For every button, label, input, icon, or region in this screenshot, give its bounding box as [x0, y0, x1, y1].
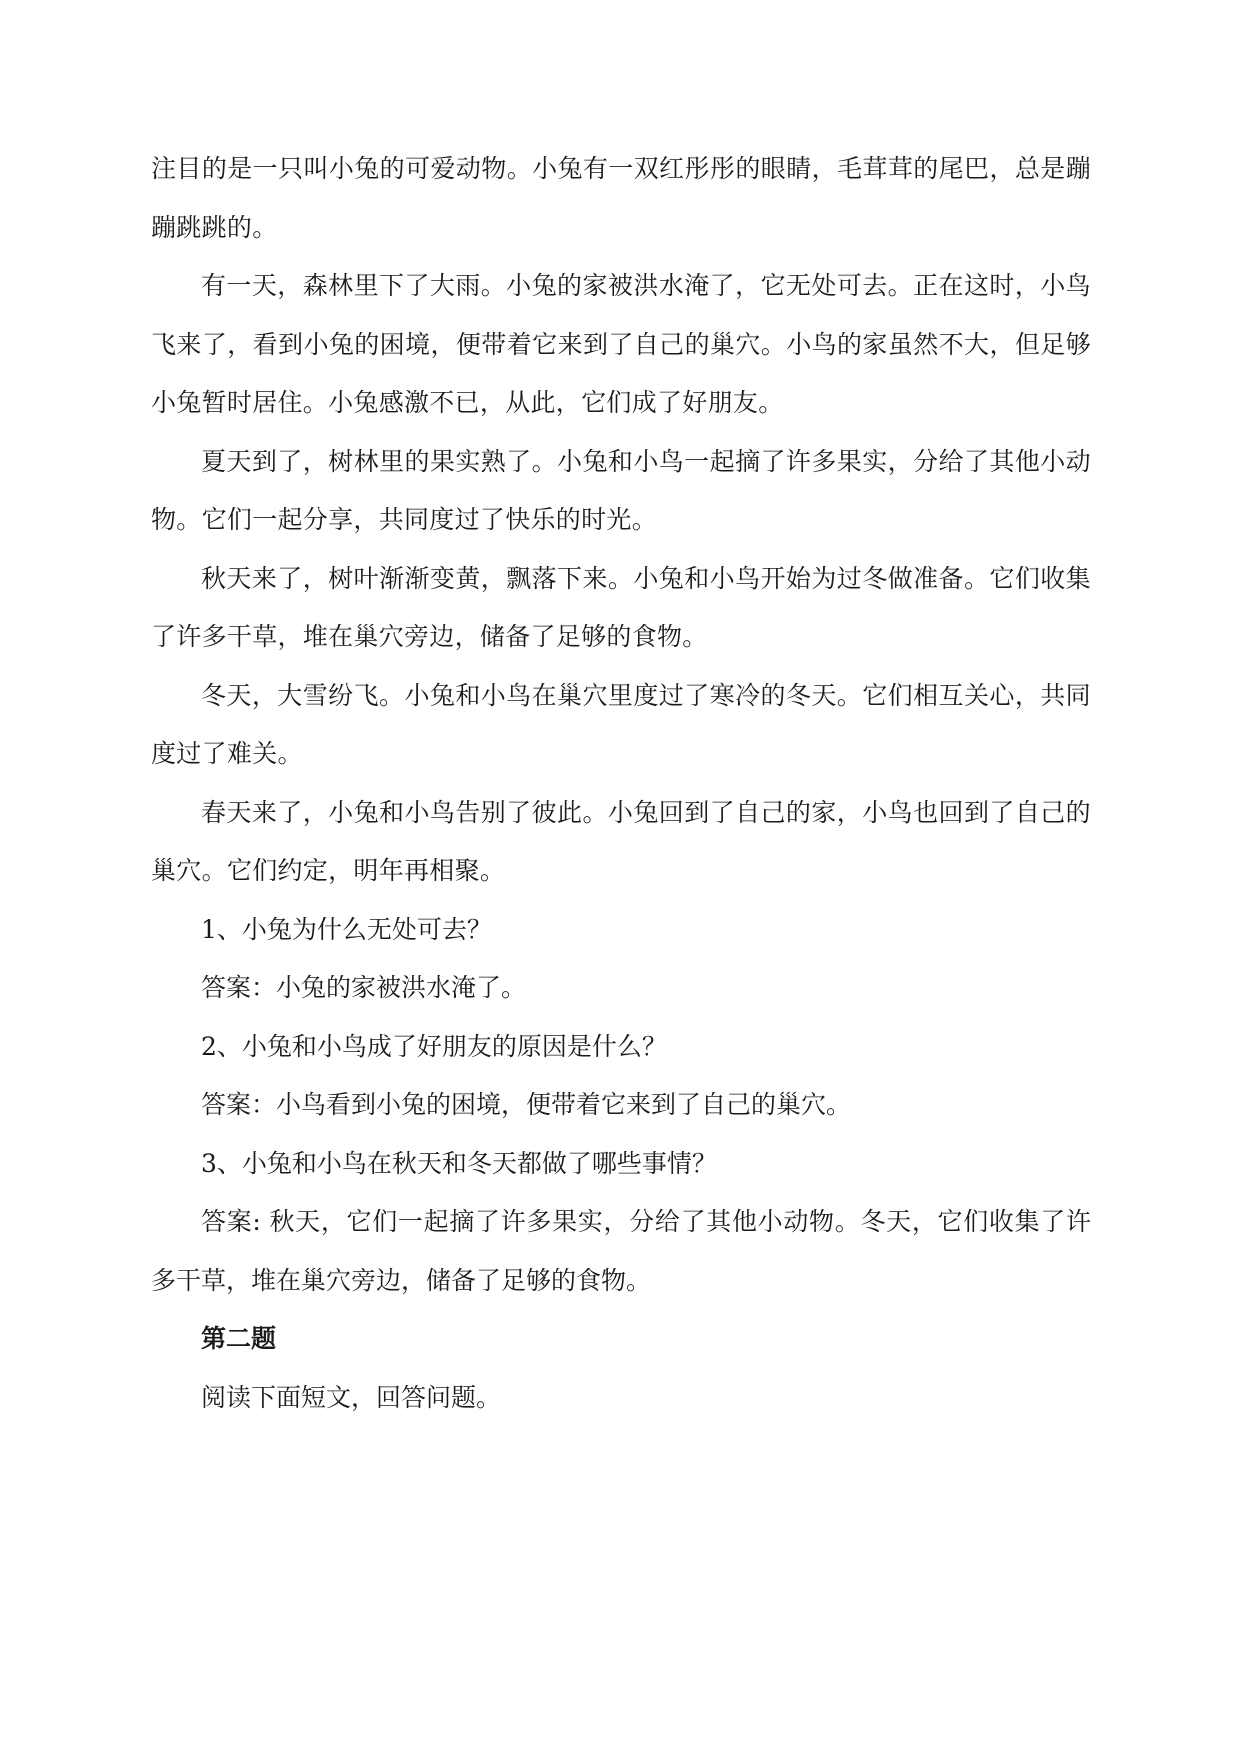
- section-instruction: 阅读下面短文，回答问题。: [201, 1382, 502, 1412]
- question-2: 2、小兔和小鸟成了好朋友的原因是什么？: [201, 1031, 667, 1061]
- story-paragraph-4: 冬天，大雪纷飞。小兔和小鸟在巢穴里度过了寒冷的冬天。它们相互关心，共同度过了难关。: [151, 680, 1091, 768]
- question-3: 3、小兔和小鸟在秋天和冬天都做了哪些事情？: [201, 1148, 717, 1178]
- document-page: [151, 140, 1091, 1427]
- answer-1: 答案：小兔的家被洪水淹了。: [201, 973, 527, 1002]
- answer-2: 答案：小鸟看到小兔的困境，便带着它来到了自己的巢穴。: [201, 1090, 852, 1119]
- story-paragraph-2: 夏天到了，树林里的果实熟了。小兔和小鸟一起摘了许多果实，分给了其他小动物。它们一起分享，共同度过了快乐的时光。: [151, 446, 1091, 534]
- story-paragraph-0: 注目的是一只叫小兔的可爱动物。小兔有一双红彤彤的眼睛，毛茸茸的尾巴，总是蹦蹦跳跳的。: [151, 154, 1091, 242]
- story-paragraph-1: 有一天，森林里下了大雨。小兔的家被洪水淹了，它无处可去。正在这时，小鸟飞来了，看到小兔的困境，便带着它来到了自己的巢穴。小鸟的家虽然不大，但足够小兔暂时居住。小兔感激不已，从此，它们成了好朋友。: [151, 271, 1091, 417]
- question-1: 1、小兔为什么无处可去？: [201, 914, 492, 944]
- story-paragraph-5: 春天来了，小兔和小鸟告别了彼此。小兔回到了自己的家，小鸟也回到了自己的巢穴。它们约定，明年再相聚。: [151, 797, 1091, 885]
- answer-3: 答案: 秋天，它们一起摘了许多果实，分给了其他小动物。冬天，它们收集了许多干草，堆在巢穴旁边，储备了足够的食物。: [151, 1207, 1091, 1295]
- section-heading: 第二题: [201, 1324, 277, 1353]
- story-paragraph-3: 秋天来了，树叶渐渐变黄，飘落下来。小兔和小鸟开始为过冬做准备。它们收集了许多干草，堆在巢穴旁边，储备了足够的食物。: [151, 563, 1091, 651]
